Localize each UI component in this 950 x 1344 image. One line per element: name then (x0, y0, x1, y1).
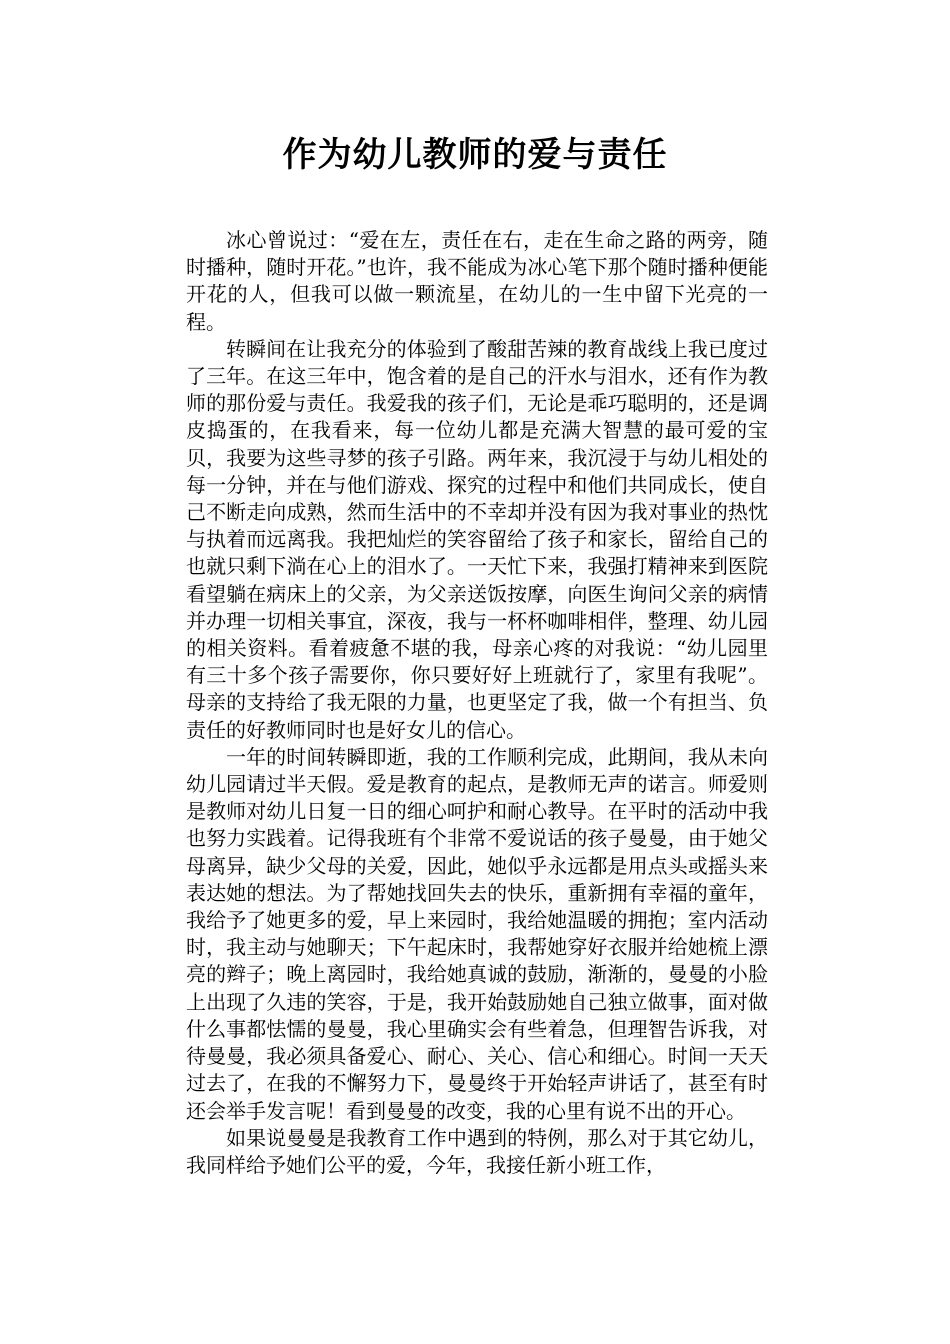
paragraph: 转瞬间在让我充分的体验到了酸甜苦辣的教育战线上我已度过了三年。在这三年中，饱含着的是自己的汗水与泪水，还有作为教师的那份爱与责任。我爱我的孩子们，无论是乖巧聪明的，还是调皮捣蛋的，在我看来，每一位幼儿都是充满大智慧的最可爱的宝贝，我要为这些寻梦的孩子引路。两年来，我沉浸于与幼儿相处的每一分钟，并在与他们游戏、探究的过程中和他们共同成长，使自己不断走向成熟，然而生活中的不幸却并没有因为我对事业的热忱与执着而远离我。我把灿烂的笑容留给了孩子和家长，留给自己的也就只剩下淌在心上的泪水了。一天忙下来，我强打精神来到医院看望躺在病床上的父亲，为父亲送饭按摩，向医生询问父亲的病情并办理一切相关事宜，深夜，我与一杯杯咖啡相伴，整理、幼儿园的相关资料。看着疲惫不堪的我，母亲心疼的对我说：“幼儿园里有三十多个孩子需要你，你只要好好上班就行了，家里有我呢”。母亲的支持给了我无限的力量，也更坚定了我，做一个有担当、负责任的好教师同时也是好女儿的信心。 (186, 336, 768, 742)
document-title: 作为幼儿教师的爱与责任 (282, 135, 668, 175)
paragraph: 如果说曼曼是我教育工作中遇到的特例，那么对于其它幼儿，我同样给予她们公平的爱，今年，我接任新小班工作， (186, 1125, 768, 1177)
document-body (186, 227, 768, 1179)
paragraph: 冰心曾说过：“爱在左，责任在右，走在生命之路的两旁，随时播种，随时开花。”也许，我不能成为冰心笔下那个随时播种便能开花的人，但我可以做一颗流星，在幼儿的一生中留下光亮的一程。 (186, 228, 768, 334)
paragraph: 一年的时间转瞬即逝，我的工作顺利完成，此期间，我从未向幼儿园请过半天假。爱是教育的起点，是教师无声的诺言。师爱则是教师对幼儿日复一日的细心呵护和耐心教导。在平时的活动中我也努力实践着。记得我班有个非常不爱说话的孩子曼曼，由于她父母离异，缺少父母的关爱，因此，她似乎永远都是用点头或摇头来表达她的想法。为了帮她找回失去的快乐，重新拥有幸福的童年，我给予了她更多的爱，早上来园时，我给她温暖的拥抱；室内活动时，我主动与她聊天；下午起床时，我帮她穿好衣服并给她梳上漂亮的辫子；晚上离园时，我给她真诚的鼓励，渐渐的，曼曼的小脸上出现了久违的笑容，于是，我开始鼓励她自己独立做事，面对做什么事都怯懦的曼曼，我心里确实会有些着急，但理智告诉我，对待曼曼，我必须具备爱心、耐心、关心、信心和细心。时间一天天过去了，在我的不懈努力下，曼曼终于开始轻声讲话了，甚至有时还会举手发言呢！看到曼曼的改变，我的心里有说不出的开心。 (186, 744, 768, 1123)
